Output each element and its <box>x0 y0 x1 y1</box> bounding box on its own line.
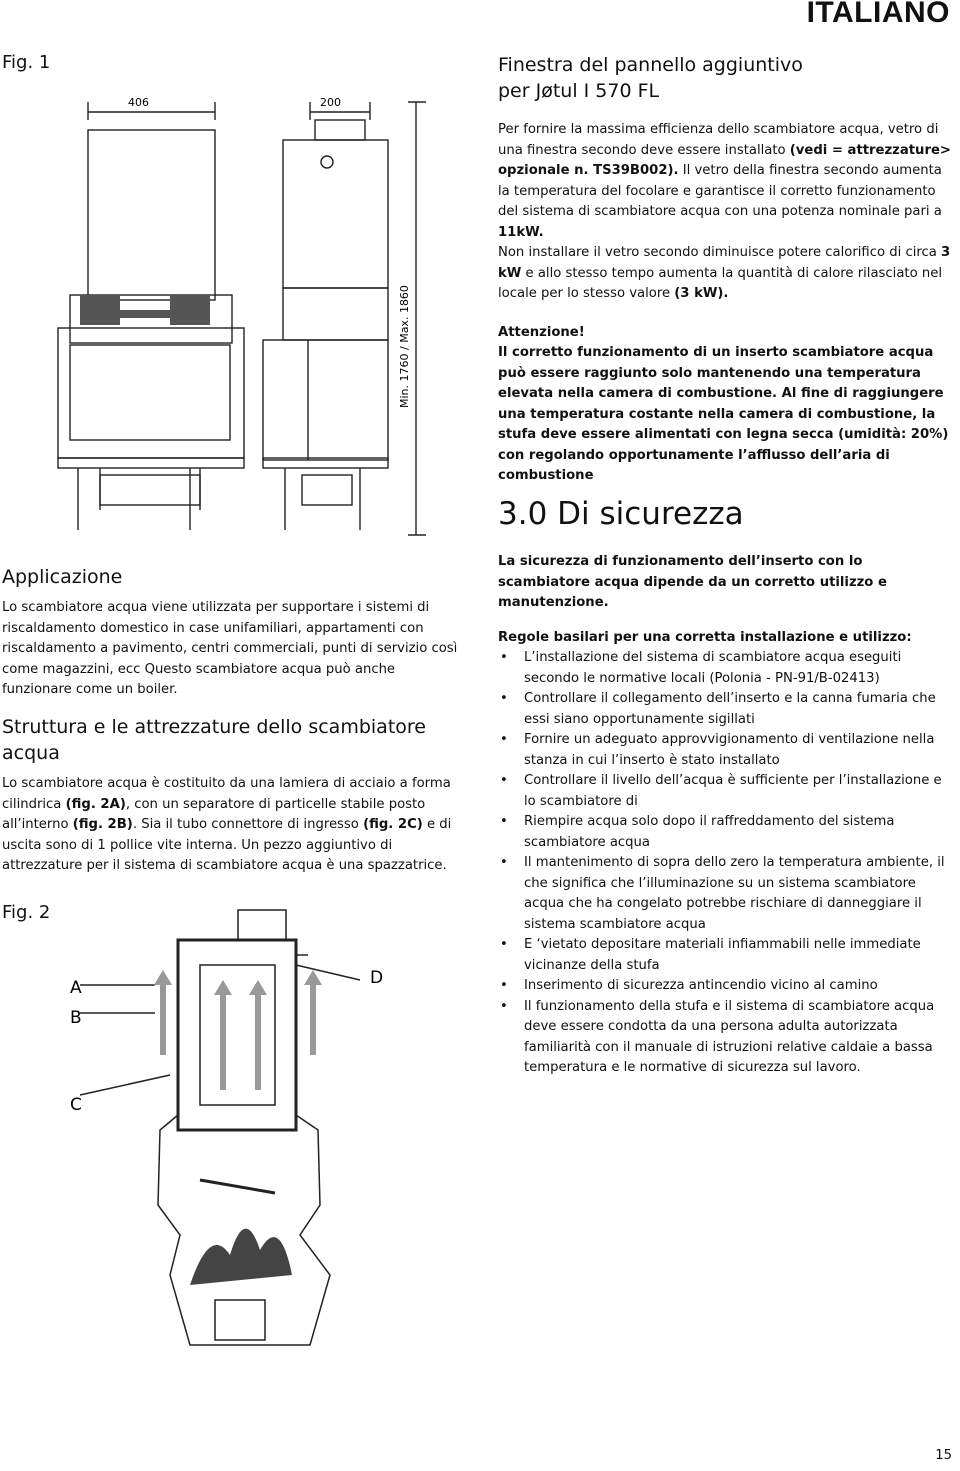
safety-title: 3.0 Di sicurezza <box>498 496 744 532</box>
fig2-label-a: A <box>70 978 82 998</box>
structure-title <box>2 714 472 766</box>
list-item: • Inserimento di sicurezza antincendio vicino al camino <box>498 976 954 997</box>
fig1-dim-side: 200 <box>320 96 341 109</box>
list-item: • Controllare il collegamento dell’inserto e la canna fumaria che essi siano opportunamente sigillati <box>498 689 954 730</box>
list-item: • L’installazione del sistema di scambiatore acqua eseguiti secondo le normative locali (Polonia - PN-91/B-02413) <box>498 648 954 689</box>
attention-title: Attenzione! <box>498 324 585 340</box>
safety-rules-title: Regole basilari per una corretta installazione e utilizzo: <box>498 629 912 645</box>
window-panel-title-line2: per Jøtul I 570 FL <box>498 80 660 102</box>
application-text: Lo scambiatore acqua viene utilizzata per supportare i sistemi di riscaldamento domestico in case unifamiliari, appartamenti con riscaldamento a pavimento, centri commerciali, punti di servizio così come magazzini, ecc Questo scambiatore acqua può anche funzionare come un boiler. <box>2 600 458 697</box>
fig2-label: Fig. 2 <box>2 902 51 923</box>
fig1-drawing <box>40 90 450 550</box>
list-item: • Fornire un adeguato approvvigionamento di ventilazione nella stanza in cui l’inserto è stato installato <box>498 730 954 771</box>
structure-title-line2: acqua <box>2 742 60 764</box>
window-panel-title <box>498 52 948 104</box>
attention-text: Il corretto funzionamento di un inserto scambiatore acqua può essere raggiunto solo mantenendo una temperatura elevata nella camera di combustione. Al fine di raggiungere una temperatura costante nella camera di combustione, la stufa deve essere alimentati con legna secca (umidità: 20%) con regolando opportunamente l’afflusso dell’aria di combustione <box>498 345 949 483</box>
fig2-drawing <box>60 905 420 1360</box>
fig1-label: Fig. 1 <box>2 52 51 73</box>
page-number: 15 <box>935 1448 952 1463</box>
fig1-dim-front: 406 <box>128 96 149 109</box>
safety-intro: La sicurezza di funzionamento dell’inserto con lo scambiatore acqua dipende da un corretto utilizzo e manutenzione. <box>498 554 887 610</box>
window-panel-text <box>498 120 954 487</box>
window-panel-title-line1: Finestra del pannello aggiuntivo <box>498 54 803 76</box>
list-item: • Il funzionamento della stufa e il sistema di scambiatore acqua deve essere condotta da una persona adulta autorizzata familiarità con il manuale di istruzioni relative caldaie a bassa temperatura e le normative di sicurezza sul lavoro. <box>498 997 954 1079</box>
fig2-label-c: C <box>70 1095 82 1115</box>
fig2-label-b: B <box>70 1008 82 1028</box>
window-panel-para1: Per fornire la massima efficienza dello scambiatore acqua, vetro di una finestra secondo deve essere installato (vedi = attrezzature> opzionale n. TS39B002). Il vetro della finestra secondo aumenta la temperatura del focolare e garantisce il corretto funzionamento del sistema di scambiatore acqua con una potenza nominale pari a 11kW. <box>498 122 951 240</box>
safety-section <box>498 552 954 1079</box>
structure-text: Lo scambiatore acqua è costituito da una lamiera di acciaio a forma cilindrica (fig. 2A), con un separatore di particelle stabile posto all’interno (fig. 2B). Sia il tubo connettore di ingresso (fig. 2C) e di uscita sono di 1 pollice vite interna. Un pezzo aggiuntivo di attrezzature per il sistema di scambiatore acqua è una spazzatrice. <box>2 776 452 873</box>
structure-title-line1: Struttura e le attrezzature dello scambiatore <box>2 716 426 738</box>
list-item: • Riempire acqua solo dopo il raffreddamento del sistema scambiatore acqua <box>498 812 954 853</box>
list-item: • Il mantenimento di sopra dello zero la temperatura ambiente, il che significa che l’illuminazione su un sistema scambiatore acqua che ha congelato potrebbe rischiare di danneggiare il sistema scambiatore acqua <box>498 853 954 935</box>
language-label: ITALIANO <box>806 0 950 29</box>
list-item: • Controllare il livello dell’acqua è sufficiente per l’installazione e lo scambiatore di <box>498 771 954 812</box>
safety-rules-list <box>498 648 954 1079</box>
list-item: • E ‘vietato depositare materiali infiammabili nelle immediate vicinanze della stufa <box>498 935 954 976</box>
window-panel-para2: Non installare il vetro secondo diminuisce potere calorifico di circa 3 kW e allo stesso tempo aumenta la quantità di calore rilasciato nel locale per lo stesso valore (3 kW). <box>498 245 951 301</box>
application-title: Applicazione <box>2 566 123 588</box>
fig1-dim-height: Min. 1760 / Max. 1860 <box>398 285 411 408</box>
fig2-label-d: D <box>370 968 384 988</box>
